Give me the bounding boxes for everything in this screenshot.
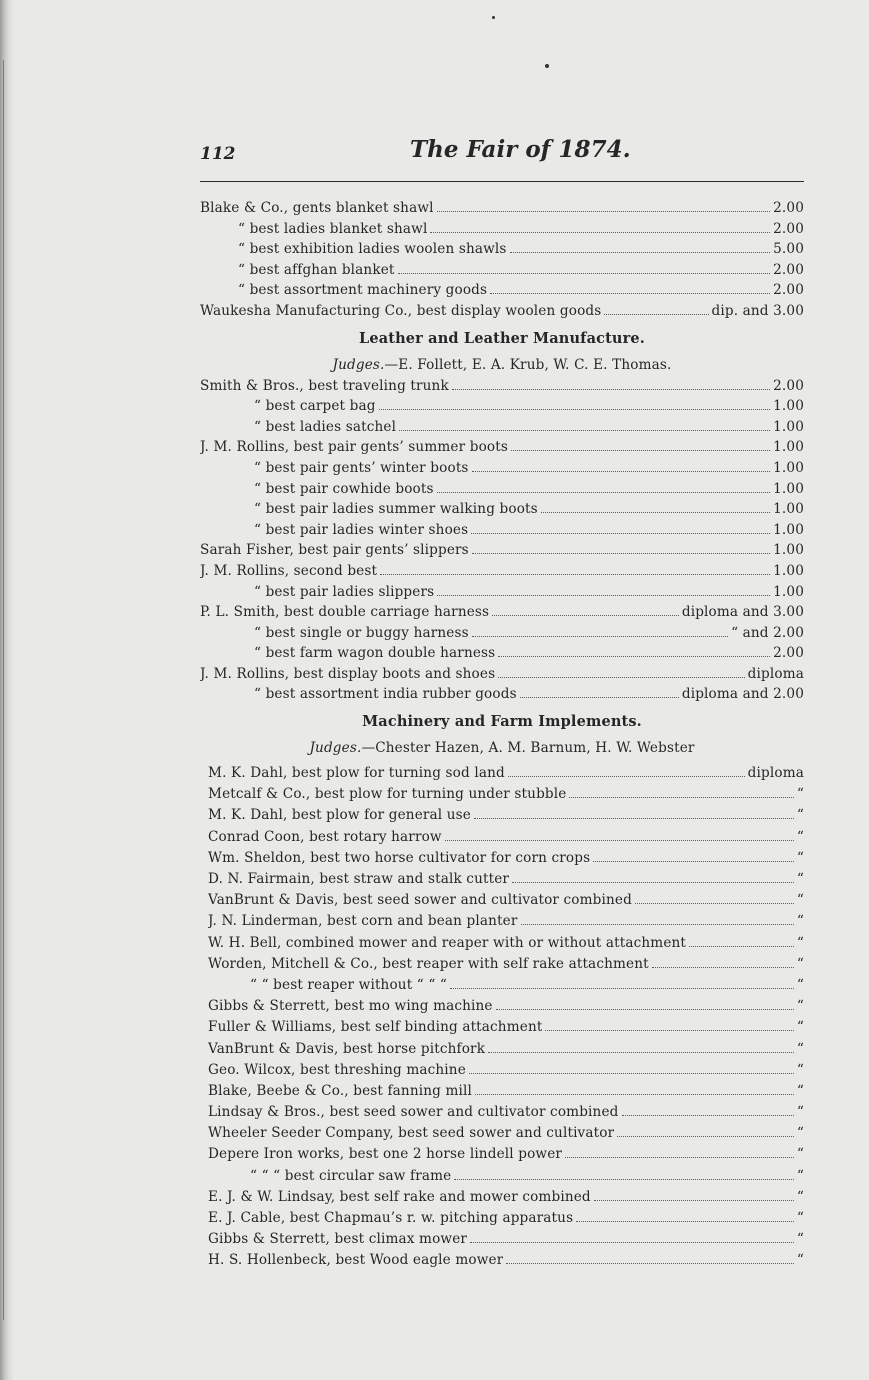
award-entry-text: “ best pair ladies slippers xyxy=(254,583,435,600)
award-entry-amount: “ xyxy=(796,955,804,972)
award-entry xyxy=(200,765,804,786)
dot-leader xyxy=(565,1148,794,1158)
award-entry-amount: “ xyxy=(796,1040,804,1057)
page-number: 112 xyxy=(200,144,236,164)
award-entry-text: Gibbs & Sterrett, best climax mower xyxy=(208,1231,468,1248)
award-entry-text: VanBrunt & Davis, best horse pitchfork xyxy=(208,1040,486,1057)
award-entry xyxy=(200,542,804,563)
judges-names: —Chester Hazen, A. M. Barnum, H. W. Webster xyxy=(361,740,695,757)
award-entry-text: Geo. Wilcox, best threshing machine xyxy=(208,1061,466,1078)
dot-leader xyxy=(512,873,794,883)
award-entry xyxy=(200,645,804,666)
dot-leader xyxy=(430,223,770,233)
award-entry xyxy=(200,262,804,283)
award-entry-text: “ best farm wagon double harness xyxy=(254,645,496,662)
award-entry-text: Wm. Sheldon, best two horse cultivator for corn crops xyxy=(208,849,591,866)
award-entry xyxy=(200,378,804,399)
award-entry xyxy=(200,1210,804,1231)
running-head: The Fair of 1874. xyxy=(410,136,631,163)
award-entry-amount: 2.00 xyxy=(773,220,804,237)
section-woolen-goods xyxy=(200,200,804,324)
award-entry-amount: “ and 2.00 xyxy=(731,624,804,641)
award-entry-amount: 2.00 xyxy=(773,261,804,278)
dot-leader xyxy=(604,305,708,315)
dot-leader xyxy=(470,1233,794,1243)
dot-leader xyxy=(506,1254,794,1264)
award-entry xyxy=(200,303,804,324)
award-entry xyxy=(200,584,804,605)
section-heading-leather: Leather and Leather Manufacture. xyxy=(358,329,645,347)
award-entry-amount: 1.00 xyxy=(773,501,804,518)
award-entry xyxy=(200,460,804,481)
award-entry-text: “ best carpet bag xyxy=(254,398,376,415)
award-entry-text: Gibbs & Sterrett, best mo wing machine xyxy=(208,998,493,1015)
award-entry xyxy=(200,501,804,522)
award-entry-text: VanBrunt & Davis, best seed sower and cultivator combined xyxy=(208,892,632,909)
award-entry-text: “ “ “ best circular saw frame xyxy=(250,1167,452,1184)
dot-leader xyxy=(398,264,771,274)
section-leather xyxy=(200,378,804,708)
award-entry-amount: 2.00 xyxy=(773,377,804,394)
award-entry xyxy=(200,604,804,625)
award-entry xyxy=(200,686,804,707)
dot-leader xyxy=(475,1085,794,1095)
award-entry xyxy=(200,200,804,221)
award-entry-amount: 1.00 xyxy=(773,542,804,559)
dot-leader xyxy=(490,284,770,294)
award-entry xyxy=(200,1252,804,1273)
award-entry xyxy=(200,1231,804,1252)
award-entry-amount: “ xyxy=(796,786,804,803)
judges-line-machinery xyxy=(200,735,804,761)
award-entry xyxy=(200,221,804,242)
award-entry-text: Waukesha Manufacturing Co., best display woolen goods xyxy=(200,302,602,319)
award-entry-text: “ best assortment india rubber goods xyxy=(254,686,517,703)
award-entry-amount: “ xyxy=(796,807,804,824)
award-entry-amount: “ xyxy=(796,1104,804,1121)
award-entry xyxy=(200,481,804,502)
award-entry-amount: “ xyxy=(796,1252,804,1269)
dot-leader xyxy=(472,627,728,637)
award-entry xyxy=(200,935,804,956)
award-entry-amount: “ xyxy=(796,1019,804,1036)
dot-leader xyxy=(508,767,745,777)
award-entry-amount: 2.00 xyxy=(773,282,804,299)
award-entry-text: “ best pair ladies summer walking boots xyxy=(254,501,538,518)
dot-leader xyxy=(469,1064,794,1074)
award-entry xyxy=(200,998,804,1019)
award-entry xyxy=(200,850,804,871)
award-entry-amount: “ xyxy=(796,871,804,887)
award-entry-amount: diploma xyxy=(747,765,804,782)
award-entry-amount: “ xyxy=(796,1125,804,1142)
dot-leader xyxy=(437,202,770,212)
dot-leader xyxy=(635,894,794,904)
dot-leader xyxy=(492,606,679,616)
award-entry-amount: 1.00 xyxy=(773,439,804,456)
award-entry-text: “ best assortment machinery goods xyxy=(238,282,488,299)
dot-leader xyxy=(452,380,770,390)
award-entry xyxy=(200,1104,804,1125)
award-entry-text: E. J. & W. Lindsay, best self rake and mower combined xyxy=(208,1188,591,1205)
award-entry xyxy=(200,956,804,977)
award-entry-text: J. N. Linderman, best corn and bean planter xyxy=(208,913,518,930)
award-entry xyxy=(200,282,804,303)
award-entry xyxy=(200,786,804,807)
award-entry xyxy=(200,1019,804,1040)
award-entry-text: E. J. Cable, best Chapmau’s r. w. pitching apparatus xyxy=(208,1210,574,1226)
award-entry-amount: diploma and 3.00 xyxy=(681,604,804,621)
award-entry-text: M. K. Dahl, best plow for general use xyxy=(208,807,471,824)
award-entry xyxy=(200,439,804,460)
dot-leader xyxy=(498,668,744,678)
dot-leader xyxy=(471,524,770,534)
award-entry-text: Worden, Mitchell & Co., best reaper with self rake attachment xyxy=(208,955,649,972)
award-entry-amount: diploma xyxy=(747,665,804,682)
dot-leader xyxy=(569,788,793,798)
award-entry-amount: 1.00 xyxy=(773,398,804,415)
award-entry-text: M. K. Dahl, best plow for turning sod land xyxy=(208,765,505,782)
dot-leader xyxy=(545,1021,793,1031)
award-entry-amount: 1.00 xyxy=(773,521,804,538)
award-entry-text: “ best exhibition ladies woolen shawls xyxy=(238,241,507,258)
award-entry xyxy=(200,522,804,543)
dot-leader xyxy=(380,565,770,575)
dot-leader xyxy=(498,647,770,657)
dot-leader xyxy=(594,1191,794,1201)
ink-speck xyxy=(545,64,549,68)
award-entry xyxy=(200,892,804,913)
award-entry-amount: 2.00 xyxy=(773,645,804,662)
dot-leader xyxy=(399,421,770,431)
award-entry-text: “ best ladies blanket shawl xyxy=(238,220,428,237)
dot-leader xyxy=(617,1127,794,1137)
award-entry-amount: “ xyxy=(796,1188,804,1205)
award-entry xyxy=(200,1125,804,1146)
award-entry xyxy=(200,1189,804,1210)
award-entry-amount: “ xyxy=(796,998,804,1015)
award-entry-amount: diploma and 2.00 xyxy=(681,686,804,703)
award-entry-text: Wheeler Seeder Company, best seed sower and cultivator xyxy=(208,1125,615,1142)
award-entry-amount: “ xyxy=(796,1167,804,1184)
award-entry xyxy=(200,807,804,828)
award-entry-text: Metcalf & Co., best plow for turning under stubble xyxy=(208,786,567,803)
award-entry-text: Blake, Beebe & Co., best fanning mill xyxy=(208,1082,473,1099)
award-entry-amount: “ xyxy=(796,1082,804,1099)
page-content xyxy=(200,200,804,1274)
award-entry-amount: 1.00 xyxy=(773,418,804,435)
award-entry-amount: “ xyxy=(796,976,804,993)
dot-leader xyxy=(450,979,794,989)
award-entry-amount: 2.00 xyxy=(773,200,804,216)
judges-names: —E. Follett, E. A. Krub, W. C. E. Thomas. xyxy=(384,356,672,373)
award-entry-text: Lindsay & Bros., best seed sower and cultivator combined xyxy=(208,1104,619,1121)
page-header xyxy=(200,136,804,176)
dot-leader xyxy=(576,1212,794,1222)
dot-leader xyxy=(437,483,771,493)
award-entry xyxy=(200,241,804,262)
award-entry-text: W. H. Bell, combined mower and reaper with or without attachment xyxy=(208,934,687,951)
award-entry xyxy=(200,829,804,850)
dot-leader xyxy=(496,1000,794,1010)
award-entry-text: “ best ladies satchel xyxy=(254,418,397,435)
dot-leader xyxy=(472,462,771,472)
award-entry-text: Smith & Bros., best traveling trunk xyxy=(200,377,449,394)
header-rule xyxy=(200,181,804,182)
dot-leader xyxy=(379,400,771,410)
award-entry xyxy=(200,977,804,998)
award-entry-amount: “ xyxy=(796,828,804,845)
dot-leader xyxy=(541,503,770,513)
award-entry-text: Conrad Coon, best rotary harrow xyxy=(208,828,442,845)
award-entry-amount: 1.00 xyxy=(773,562,804,579)
award-entry-text: J. M. Rollins, best pair gents’ summer boots xyxy=(200,439,508,456)
dot-leader xyxy=(474,809,794,819)
award-entry-text: “ best pair ladies winter shoes xyxy=(254,521,469,538)
award-entry-text: Depere Iron works, best one 2 horse lindell power xyxy=(208,1146,563,1163)
award-entry xyxy=(200,913,804,934)
dot-leader xyxy=(454,1170,794,1180)
judges-label: Judges. xyxy=(332,356,385,373)
award-entry-amount: “ xyxy=(796,892,804,909)
award-entry-text: J. M. Rollins, best display boots and shoes xyxy=(200,665,496,682)
dot-leader xyxy=(622,1106,794,1116)
award-entry-text: H. S. Hollenbeck, best Wood eagle mower xyxy=(208,1252,504,1269)
dot-leader xyxy=(521,915,794,925)
award-entry xyxy=(200,1041,804,1062)
award-entry-amount: “ xyxy=(796,849,804,866)
dot-leader xyxy=(520,688,679,698)
award-entry-amount: 1.00 xyxy=(773,583,804,600)
award-entry xyxy=(200,871,804,892)
award-entry-text: “ best affghan blanket xyxy=(238,261,395,278)
dot-leader xyxy=(445,831,794,841)
ink-speck xyxy=(492,16,495,19)
award-entry-amount: dip. and 3.00 xyxy=(711,302,804,319)
award-entry xyxy=(200,1062,804,1083)
dot-leader xyxy=(689,937,794,947)
award-entry-text: “ best pair cowhide boots xyxy=(254,480,434,497)
award-entry-amount: “ xyxy=(796,913,804,930)
award-entry-amount: “ xyxy=(796,934,804,951)
award-entry-amount: “ xyxy=(796,1061,804,1078)
award-entry-text: Blake & Co., gents blanket shawl xyxy=(200,200,434,216)
award-entry-amount: “ xyxy=(796,1231,804,1248)
award-entry-amount: 1.00 xyxy=(773,480,804,497)
judges-label: Judges. xyxy=(309,740,362,757)
award-entry-amount: “ xyxy=(796,1146,804,1163)
dot-leader xyxy=(593,852,794,862)
section-machinery xyxy=(200,765,804,1274)
award-entry xyxy=(200,1168,804,1189)
award-entry-text: “ best pair gents’ winter boots xyxy=(254,459,469,476)
award-entry-text: P. L. Smith, best double carriage harness xyxy=(200,604,490,621)
award-entry xyxy=(200,1146,804,1167)
award-entry xyxy=(200,563,804,584)
award-entry-amount: 1.00 xyxy=(773,459,804,476)
award-entry-amount: “ xyxy=(796,1210,804,1226)
award-entry-text: Sarah Fisher, best pair gents’ slippers xyxy=(200,542,469,559)
award-entry xyxy=(200,419,804,440)
award-entry xyxy=(200,625,804,646)
dot-leader xyxy=(488,1043,794,1053)
judges-line-leather xyxy=(200,352,804,378)
dot-leader xyxy=(652,958,794,968)
section-heading-machinery: Machinery and Farm Implements. xyxy=(362,713,642,731)
dot-leader xyxy=(437,586,770,596)
dot-leader xyxy=(472,544,770,554)
award-entry-text: J. M. Rollins, second best xyxy=(200,562,378,579)
book-page xyxy=(200,0,804,1380)
dot-leader xyxy=(511,441,770,451)
award-entry-text: Fuller & Williams, best self binding attachment xyxy=(208,1019,543,1036)
award-entry-text: “ best single or buggy harness xyxy=(254,624,469,641)
award-entry-text: D. N. Fairmain, best straw and stalk cutter xyxy=(208,871,510,887)
book-spine-shadow xyxy=(0,0,14,1380)
dot-leader xyxy=(510,243,771,253)
award-entry xyxy=(200,666,804,687)
award-entry-text: “ “ best reaper without “ “ “ xyxy=(250,976,448,993)
award-entry xyxy=(200,398,804,419)
award-entry xyxy=(200,1083,804,1104)
award-entry-amount: 5.00 xyxy=(773,241,804,258)
